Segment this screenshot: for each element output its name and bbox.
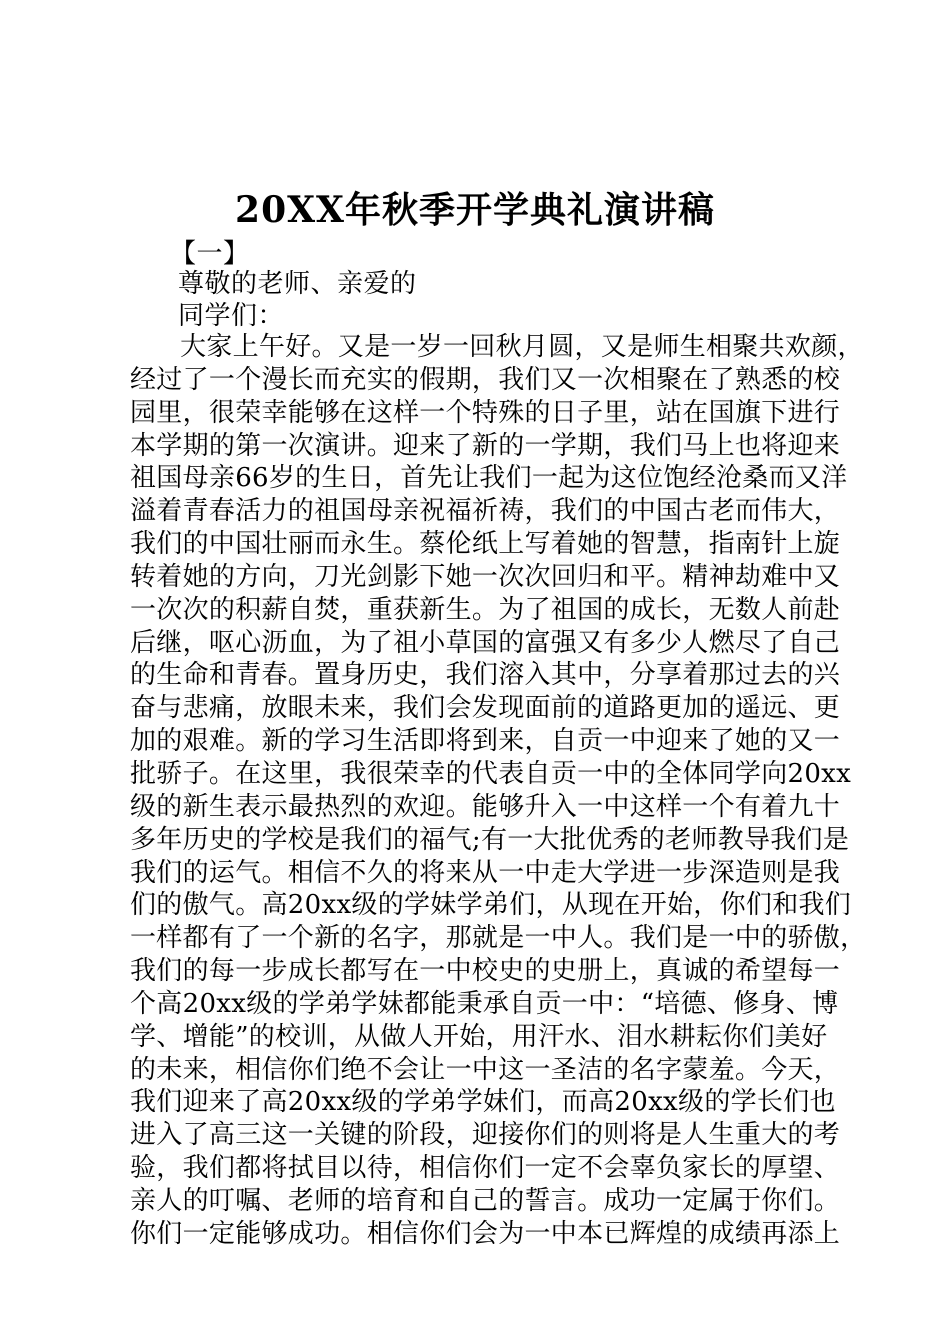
body-line: 本学期的第一次演讲。迎来了新的一学期，我们马上也将迎来 — [130, 430, 841, 461]
body-line: 批骄子。在这里，我很荣幸的代表自贡一中的全体同学向20xx — [130, 758, 852, 789]
body-line: 大家上午好。又是一岁一回秋月圆，又是师生相聚共欢颜， — [180, 332, 864, 362]
body-line: 转着她的方向，刀光剑影下她一次次回归和平。精神劫难中又 — [130, 561, 841, 592]
body-line: 级的新生表示最热烈的欢迎。能够升入一中这样一个有着九十 — [130, 791, 841, 822]
body-line: 们的傲气。高20xx级的学妹学弟们，从现在开始，你们和我们 — [130, 890, 852, 921]
body-line: 个高20xx级的学弟学妹都能秉承自贡一中：“培德、修身、博 — [130, 988, 839, 1019]
body-line: 验，我们都将拭目以待，相信你们一定不会辜负家长的厚望、 — [130, 1153, 841, 1184]
body-line: 我们的中国壮丽而永生。蔡伦纸上写着她的智慧，指南针上旋 — [130, 529, 841, 560]
body-line: 加的艰难。新的学习生活即将到来，自贡一中迎来了她的又一 — [130, 726, 841, 757]
body-line: 学、增能”的校训，从做人开始，用汗水、泪水耕耘你们美好 — [130, 1021, 828, 1052]
body-line: 奋与悲痛，放眼未来，我们会发现面前的道路更加的遥远、更 — [130, 693, 841, 724]
body-line: 进入了高三这一关键的阶段，迎接你们的则将是人生重大的考 — [130, 1120, 841, 1151]
body-line: 亲人的叮嘱、老师的培育和自己的誓言。成功一定属于你们。 — [130, 1185, 841, 1216]
body-line: 一次次的积薪自焚，重获新生。为了祖国的成长，无数人前赴 — [130, 594, 841, 625]
body-line: 溢着青春活力的祖国母亲祝福祈祷，我们的中国古老而伟大， — [130, 496, 841, 527]
body-line: 多年历史的学校是我们的福气;有一大批优秀的老师教导我们是 — [130, 824, 850, 855]
body-line: 的未来，相信你们绝不会让一中这一圣洁的名字蒙羞。今天， — [130, 1054, 841, 1085]
body-line: 祖国母亲66岁的生日，首先让我们一起为这位饱经沧桑而又洋 — [130, 463, 848, 494]
body-line: 我们迎来了高20xx级的学弟学妹们，而高20xx级的学长们也 — [130, 1087, 836, 1118]
body-line: 你们一定能够成功。相信你们会为一中本已辉煌的成绩再添上 — [130, 1218, 841, 1249]
body-line: 一样都有了一个新的名字，那就是一中人。我们是一中的骄傲， — [130, 923, 867, 954]
document-title: 20XX年秋季开学典礼演讲稿 — [235, 189, 715, 231]
section-label: 【一】 — [170, 239, 250, 269]
body-line: 我们的每一步成长都写在一中校史的史册上，真诚的希望每一 — [130, 956, 841, 987]
body-line: 后继，呕心沥血，为了祖小草国的富强又有多少人燃尽了自己 — [130, 627, 841, 658]
body-line: 经过了一个漫长而充实的假期，我们又一次相聚在了熟悉的校 — [130, 364, 841, 395]
body-line: 我们的运气。相信不久的将来从一中走大学进一步深造则是我 — [130, 857, 841, 888]
salutation-line-2: 同学们： — [178, 301, 285, 331]
salutation-line-1: 尊敬的老师、亲爱的 — [178, 269, 417, 299]
speech-body — [130, 331, 867, 1251]
body-line: 的生命和青春。置身历史，我们溶入其中，分享着那过去的兴 — [130, 660, 841, 691]
body-line: 园里，很荣幸能够在这样一个特殊的日子里，站在国旗下进行 — [130, 397, 841, 428]
